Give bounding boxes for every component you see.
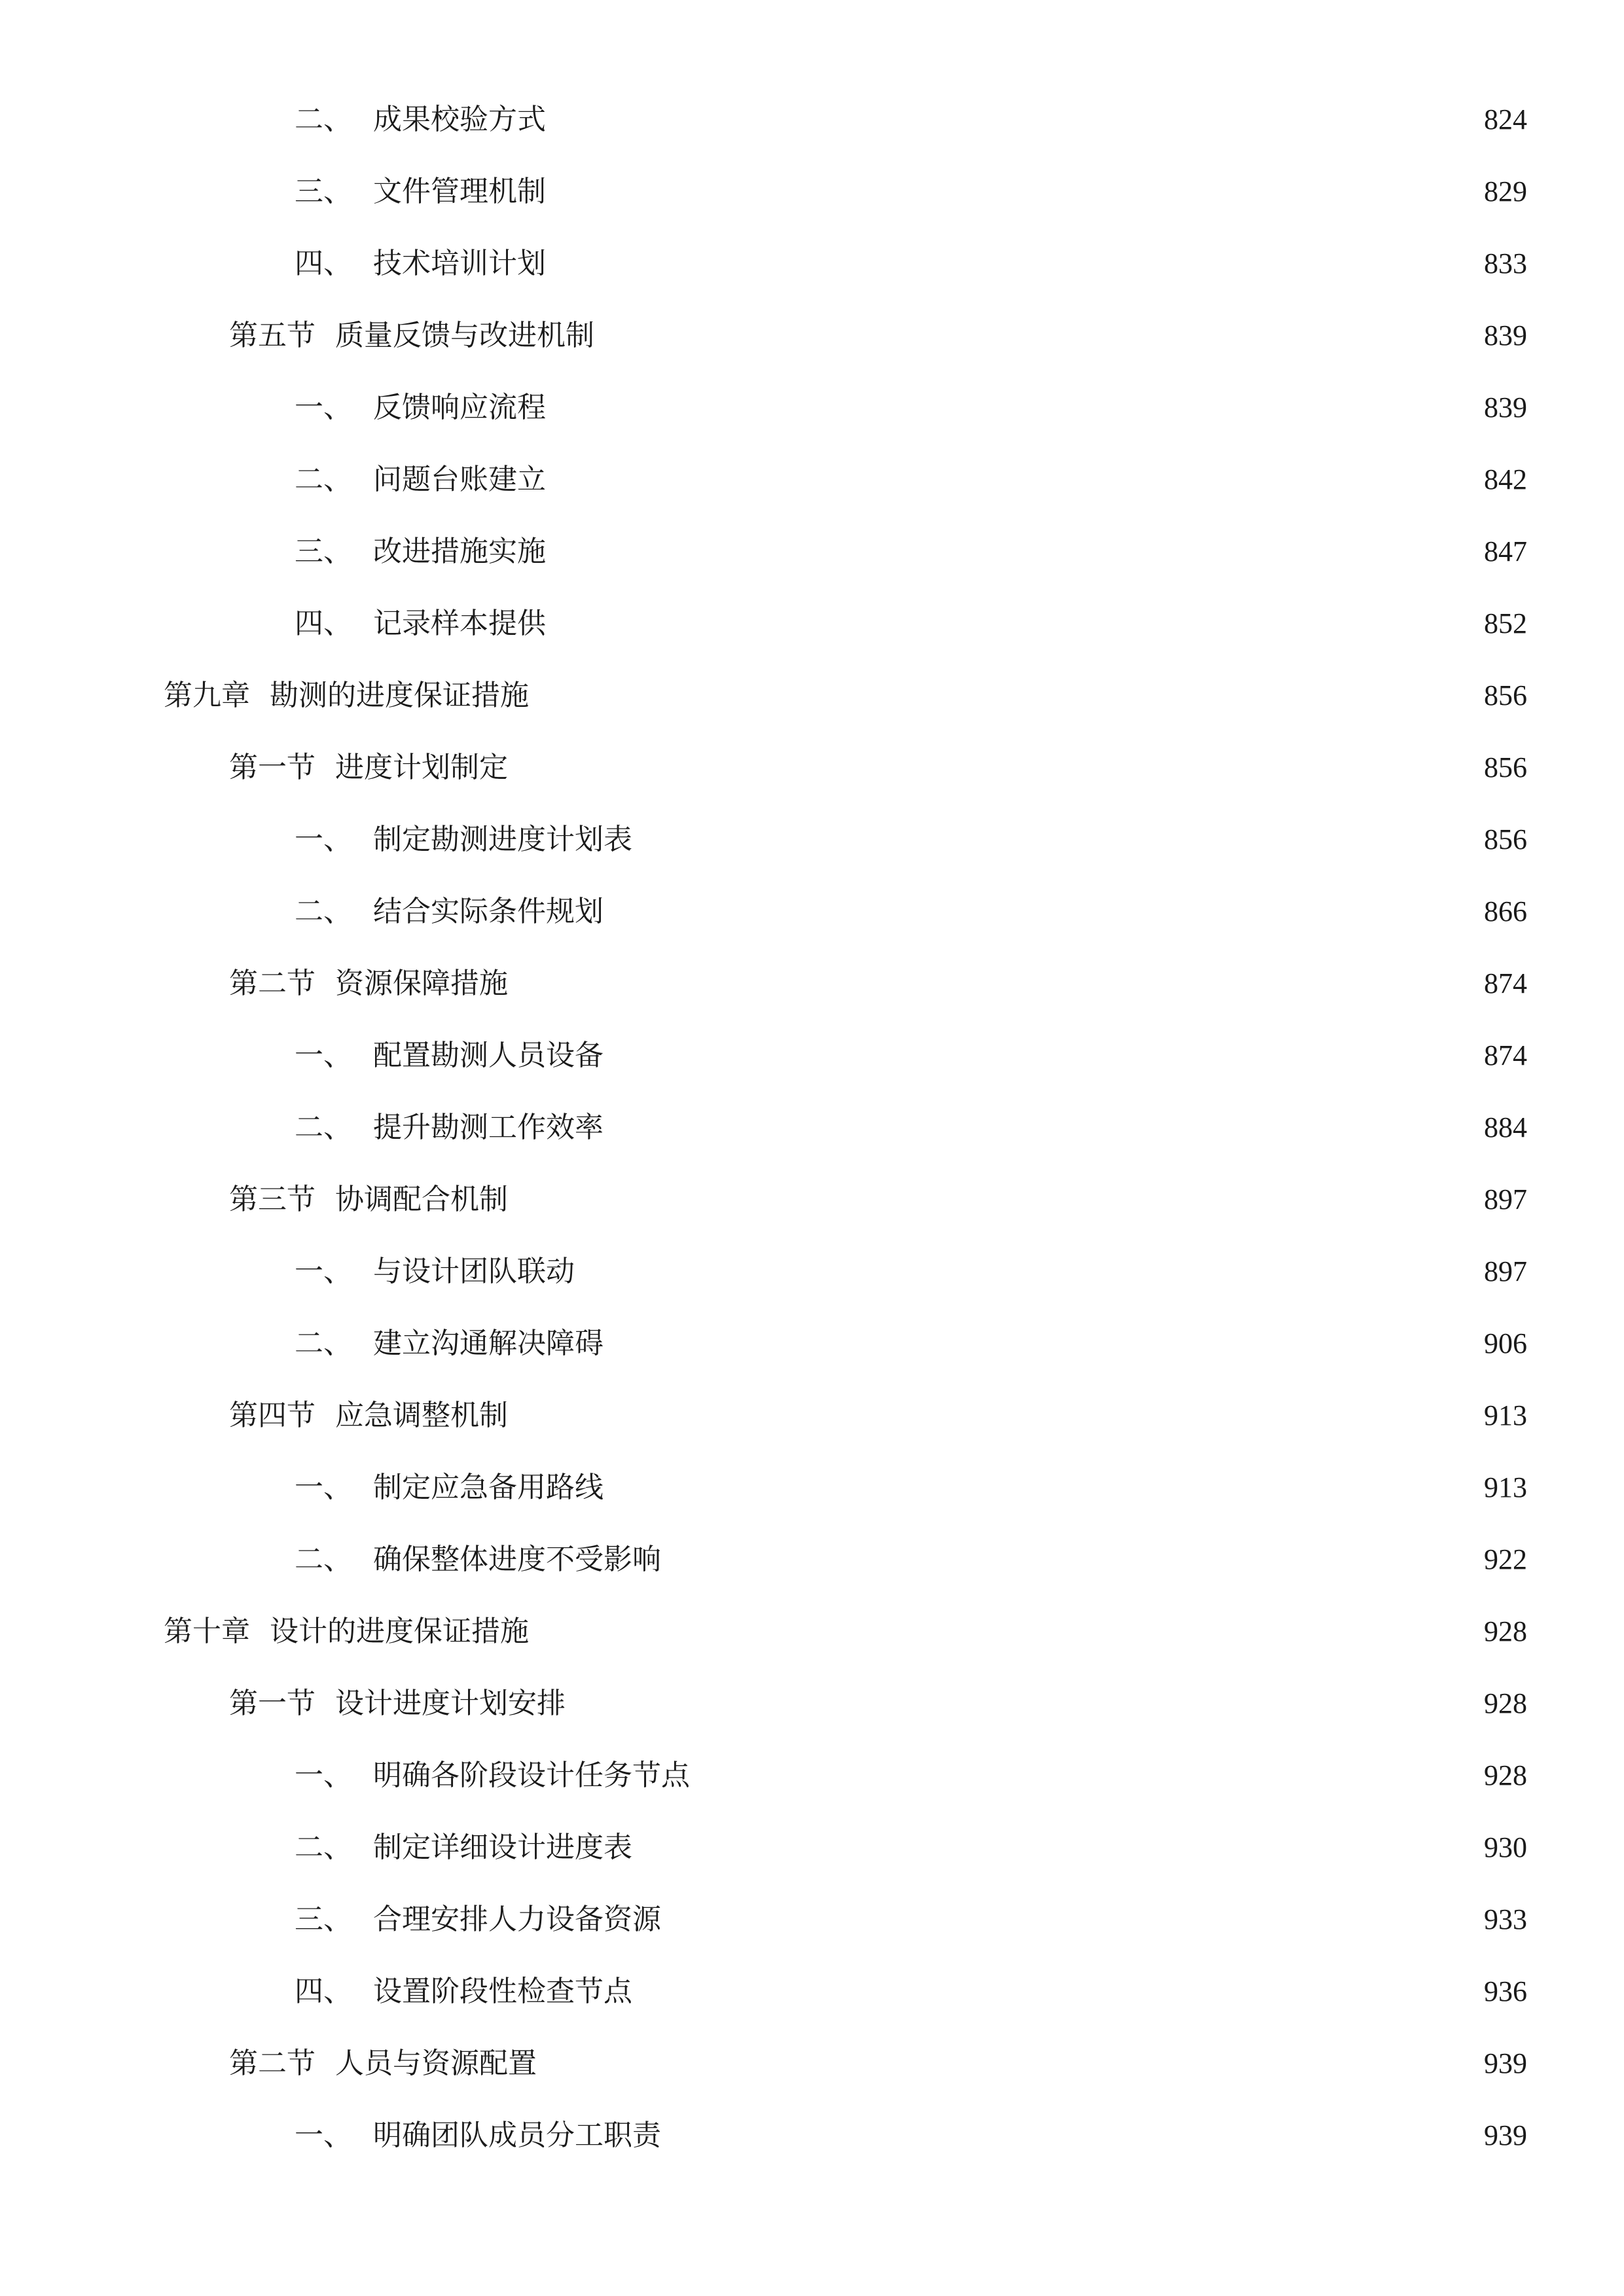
toc-entry-page: 933 bbox=[1484, 1903, 1527, 1935]
toc-entry[interactable] bbox=[229, 961, 1527, 1007]
toc-entry-page: 928 bbox=[1484, 1615, 1527, 1647]
dot-leader bbox=[695, 1753, 1475, 1799]
toc-entry-page: 833 bbox=[1484, 247, 1527, 279]
dot-leader bbox=[609, 1465, 1475, 1511]
toc-entry[interactable] bbox=[295, 1969, 1527, 2015]
dot-leader bbox=[534, 673, 1475, 719]
dot-leader bbox=[638, 817, 1475, 863]
toc-entry[interactable] bbox=[295, 1825, 1527, 1871]
toc-entry-number: 一、 bbox=[295, 1255, 352, 1288]
toc-entry-title: 协调配合机制 bbox=[335, 1183, 508, 1216]
toc-entry[interactable] bbox=[295, 1249, 1527, 1295]
dot-leader bbox=[666, 1897, 1475, 1943]
toc-entry-number: 四、 bbox=[295, 1975, 352, 2008]
toc-entry[interactable] bbox=[295, 1897, 1527, 1943]
dot-leader bbox=[551, 97, 1475, 143]
toc-entry-page: 928 bbox=[1484, 1687, 1527, 1719]
dot-leader bbox=[666, 2113, 1475, 2159]
toc-entry-number: 四、 bbox=[295, 607, 352, 640]
toc-entry[interactable] bbox=[295, 2113, 1527, 2159]
toc-entry-title: 人员与资源配置 bbox=[335, 2047, 537, 2080]
toc-entry-page: 906 bbox=[1484, 1327, 1527, 1359]
toc-entry-number: 第十章 bbox=[164, 1615, 250, 1648]
dot-leader bbox=[513, 745, 1475, 791]
toc-entry-page: 930 bbox=[1484, 1831, 1527, 1863]
toc-entry-page: 856 bbox=[1484, 679, 1527, 711]
toc-entry-number: 一、 bbox=[295, 1471, 352, 1504]
toc-entry-title: 制定应急备用路线 bbox=[373, 1471, 604, 1504]
toc-entry-title: 勘测的进度保证措施 bbox=[270, 679, 529, 712]
dot-leader bbox=[666, 1537, 1475, 1583]
toc-entry[interactable] bbox=[164, 1609, 1527, 1655]
toc-entry-title: 反馈响应流程 bbox=[373, 391, 546, 424]
toc-entry-page: 874 bbox=[1484, 1039, 1527, 1071]
dot-leader bbox=[551, 601, 1475, 647]
toc-entry-number: 第五节 bbox=[229, 319, 316, 352]
toc-entry-page: 939 bbox=[1484, 2047, 1527, 2079]
toc-entry-title: 资源保障措施 bbox=[335, 967, 508, 1000]
toc-entry-number: 三、 bbox=[295, 535, 352, 568]
toc-entry[interactable] bbox=[295, 97, 1527, 143]
toc-entry[interactable] bbox=[295, 1321, 1527, 1367]
toc-entry-title: 制定勘测进度计划表 bbox=[373, 823, 632, 856]
toc-entry-page: 866 bbox=[1484, 895, 1527, 927]
toc-entry-number: 第一节 bbox=[229, 751, 316, 784]
toc-entry-page: 897 bbox=[1484, 1255, 1527, 1287]
toc-entry[interactable] bbox=[295, 241, 1527, 287]
toc-entry-page: 839 bbox=[1484, 391, 1527, 423]
toc-entry[interactable] bbox=[164, 673, 1527, 719]
dot-leader bbox=[551, 457, 1475, 503]
dot-leader bbox=[600, 313, 1475, 359]
toc-entry-title: 设计的进度保证措施 bbox=[270, 1615, 529, 1648]
dot-leader bbox=[609, 1033, 1475, 1079]
toc-entry-title: 制定详细设计进度表 bbox=[373, 1831, 632, 1864]
toc-entry-page: 874 bbox=[1484, 967, 1527, 999]
toc-entry-number: 第一节 bbox=[229, 1687, 316, 1720]
dot-leader bbox=[638, 1969, 1475, 2015]
dot-leader bbox=[551, 169, 1475, 215]
toc-entry-title: 记录样本提供 bbox=[373, 607, 546, 640]
dot-leader bbox=[609, 889, 1475, 935]
toc-entry-page: 884 bbox=[1484, 1111, 1527, 1143]
toc-entry-number: 三、 bbox=[295, 175, 352, 208]
toc-entry-number: 第二节 bbox=[229, 967, 316, 1000]
toc-entry-page: 839 bbox=[1484, 319, 1527, 351]
toc-entry[interactable] bbox=[295, 529, 1527, 575]
dot-leader bbox=[609, 1105, 1475, 1151]
toc-entry-title: 设计进度计划安排 bbox=[335, 1687, 566, 1720]
toc-entry-page: 856 bbox=[1484, 751, 1527, 783]
toc-entry[interactable] bbox=[295, 1537, 1527, 1583]
toc-entry-page: 939 bbox=[1484, 2119, 1527, 2151]
dot-leader bbox=[551, 529, 1475, 575]
toc-entry-title: 建立沟通解决障碍 bbox=[373, 1327, 604, 1360]
toc-entry[interactable] bbox=[229, 1681, 1527, 1727]
toc-entry-number: 二、 bbox=[295, 463, 352, 496]
dot-leader bbox=[551, 241, 1475, 287]
toc-entry-number: 第三节 bbox=[229, 1183, 316, 1216]
toc-entry-title: 明确各阶段设计任务节点 bbox=[373, 1759, 690, 1792]
toc-entry-page: 847 bbox=[1484, 535, 1527, 567]
dot-leader bbox=[513, 1177, 1475, 1223]
toc-entry-title: 技术培训计划 bbox=[373, 247, 546, 280]
toc-entry-page: 913 bbox=[1484, 1399, 1527, 1431]
toc-entry-title: 成果校验方式 bbox=[373, 103, 546, 136]
toc-entry-title: 提升勘测工作效率 bbox=[373, 1111, 604, 1144]
toc-entry-title: 质量反馈与改进机制 bbox=[335, 319, 594, 352]
toc-entry-number: 四、 bbox=[295, 247, 352, 280]
toc-entry-title: 合理安排人力设备资源 bbox=[373, 1903, 661, 1936]
toc-entry[interactable] bbox=[295, 457, 1527, 503]
toc-entry-page: 852 bbox=[1484, 607, 1527, 639]
toc-entry-title: 进度计划制定 bbox=[335, 751, 508, 784]
toc-entry-number: 第四节 bbox=[229, 1399, 316, 1432]
toc-entry-number: 一、 bbox=[295, 1039, 352, 1072]
toc-entry[interactable] bbox=[295, 1753, 1527, 1799]
toc-entry[interactable] bbox=[229, 745, 1527, 791]
toc-entry-title: 配置勘测人员设备 bbox=[373, 1039, 604, 1072]
toc-entry-title: 设置阶段性检查节点 bbox=[373, 1975, 632, 2008]
toc-entry-number: 一、 bbox=[295, 1759, 352, 1792]
toc-entry-number: 第二节 bbox=[229, 2047, 316, 2080]
toc-entry-title: 与设计团队联动 bbox=[373, 1255, 575, 1288]
toc-entry-number: 第九章 bbox=[164, 679, 250, 712]
dot-leader bbox=[580, 1249, 1475, 1295]
toc-entry[interactable] bbox=[229, 2041, 1527, 2087]
toc-entry[interactable] bbox=[229, 1177, 1527, 1223]
toc-entry-title: 文件管理机制 bbox=[373, 175, 546, 208]
toc-entry[interactable] bbox=[295, 385, 1527, 431]
toc-entry-page: 829 bbox=[1484, 175, 1527, 207]
toc-entry-number: 二、 bbox=[295, 1543, 352, 1576]
toc-entry-page: 824 bbox=[1484, 103, 1527, 135]
dot-leader bbox=[609, 1321, 1475, 1367]
toc-entry-number: 二、 bbox=[295, 103, 352, 136]
toc-entry[interactable] bbox=[229, 1393, 1527, 1439]
dot-leader bbox=[542, 2041, 1475, 2087]
toc-entry[interactable] bbox=[295, 169, 1527, 215]
dot-leader bbox=[534, 1609, 1475, 1655]
toc-entry-number: 二、 bbox=[295, 1327, 352, 1360]
toc-entry-number: 一、 bbox=[295, 823, 352, 856]
toc-entry[interactable] bbox=[295, 817, 1527, 863]
toc-entry-page: 897 bbox=[1484, 1183, 1527, 1215]
toc-entry-page: 842 bbox=[1484, 463, 1527, 495]
toc-entry[interactable] bbox=[295, 1465, 1527, 1511]
toc-entry-page: 913 bbox=[1484, 1471, 1527, 1503]
dot-leader bbox=[638, 1825, 1475, 1871]
toc-entry-title: 改进措施实施 bbox=[373, 535, 546, 568]
dot-leader bbox=[513, 961, 1475, 1007]
toc-entry-number: 一、 bbox=[295, 391, 352, 424]
dot-leader bbox=[513, 1393, 1475, 1439]
toc-entry[interactable] bbox=[295, 1033, 1527, 1079]
toc-entry-title: 明确团队成员分工职责 bbox=[373, 2119, 661, 2152]
toc-entry-number: 三、 bbox=[295, 1903, 352, 1936]
toc-entry-page: 856 bbox=[1484, 823, 1527, 855]
dot-leader bbox=[551, 385, 1475, 431]
toc-entry-page: 922 bbox=[1484, 1543, 1527, 1575]
toc-entry[interactable] bbox=[295, 601, 1527, 647]
toc-entry-title: 应急调整机制 bbox=[335, 1399, 508, 1432]
toc-entry-number: 二、 bbox=[295, 895, 352, 928]
toc-entry-title: 问题台账建立 bbox=[373, 463, 546, 496]
toc-entry-title: 确保整体进度不受影响 bbox=[373, 1543, 661, 1576]
toc-entry[interactable] bbox=[295, 889, 1527, 935]
toc-entry-page: 936 bbox=[1484, 1975, 1527, 2007]
toc-entry-page: 928 bbox=[1484, 1759, 1527, 1791]
dot-leader bbox=[571, 1681, 1475, 1727]
toc-entry-number: 一、 bbox=[295, 2119, 352, 2152]
toc-entry-number: 二、 bbox=[295, 1111, 352, 1144]
toc-entry-number: 二、 bbox=[295, 1831, 352, 1864]
toc-entry[interactable] bbox=[229, 313, 1527, 359]
toc-entry[interactable] bbox=[295, 1105, 1527, 1151]
toc-entry-title: 结合实际条件规划 bbox=[373, 895, 604, 928]
